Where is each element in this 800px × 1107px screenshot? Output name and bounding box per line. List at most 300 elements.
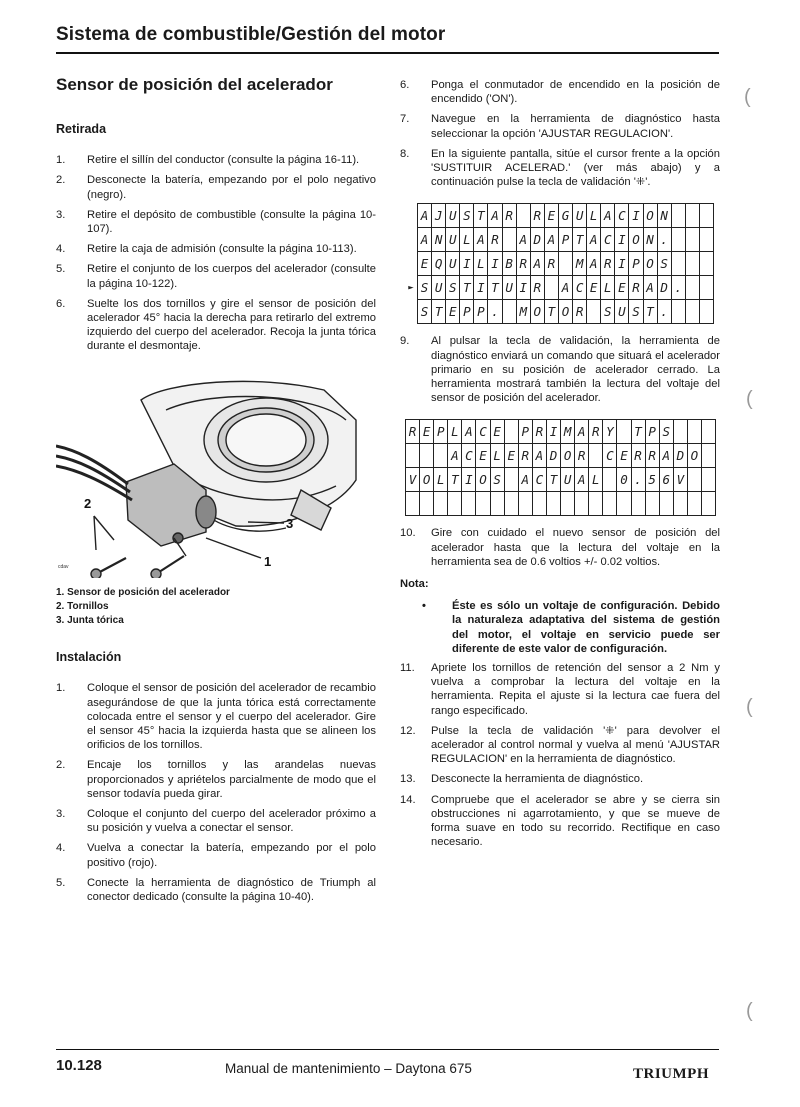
screen-cell	[558, 252, 572, 276]
screen-cell: A	[587, 228, 601, 252]
screen-cell: 0	[617, 468, 631, 492]
screen-cell: E	[504, 444, 518, 468]
screen-cell: R	[575, 444, 589, 468]
screen-cell: E	[446, 300, 460, 324]
binding-hole-mark: (	[746, 696, 753, 718]
screen-cell: 6	[659, 468, 673, 492]
step-item	[56, 242, 376, 256]
screen-cell	[561, 492, 575, 516]
screen-cell	[687, 492, 701, 516]
step-text: Desconecte la herramienta de diagnóstico.	[431, 773, 644, 786]
screen-cell: M	[561, 420, 575, 444]
screen-cell: A	[532, 444, 546, 468]
screen-cell	[671, 300, 685, 324]
step-item	[56, 681, 376, 752]
screen-cell: U	[446, 252, 460, 276]
screen-cell	[701, 468, 715, 492]
screen-cell: S	[418, 276, 432, 300]
manual-title: Manual de mantenimiento – Daytona 675	[225, 1061, 472, 1076]
screen-cell: A	[587, 252, 601, 276]
step-number: 2.	[56, 174, 66, 187]
screen-cell	[587, 300, 601, 324]
screen-cell: N	[657, 204, 671, 228]
step-number: 4.	[56, 842, 66, 855]
screen-cell: D	[530, 228, 544, 252]
callout-3: 3	[286, 515, 294, 531]
screen-cell: R	[601, 252, 615, 276]
cursor-slot	[405, 300, 418, 324]
screen-row	[405, 204, 713, 228]
step-text: Ponga el conmutador de encendido en la posición de encendido ('ON').	[431, 79, 720, 106]
screen-cell: I	[488, 252, 502, 276]
screen-cell: P	[518, 420, 532, 444]
screen-cell: U	[502, 276, 516, 300]
screen-cell: S	[657, 252, 671, 276]
screen-cell: M	[573, 252, 587, 276]
screen-cell: A	[544, 228, 558, 252]
step-item	[56, 173, 376, 201]
screen-cell: C	[601, 228, 615, 252]
binding-hole-mark: (	[746, 1000, 753, 1022]
screen-cell: O	[530, 300, 544, 324]
screen-cell: A	[418, 204, 432, 228]
legend-item: 1. Sensor de posición del acelerador	[56, 586, 230, 598]
screen-cell: E	[418, 252, 432, 276]
right-column	[400, 78, 720, 856]
screen-cell	[406, 444, 420, 468]
screen-cell: S	[418, 300, 432, 324]
screen-cell: G	[558, 204, 572, 228]
step-item	[56, 262, 376, 290]
step-number: 3.	[56, 808, 66, 821]
screen-cell	[687, 420, 701, 444]
screen-cell: R	[516, 252, 530, 276]
legend-item: 3. Junta tórica	[56, 615, 124, 627]
screen-cell	[448, 492, 462, 516]
steps-list-a	[400, 78, 720, 189]
step-text: Apriete los tornillos de retención del sensor a 2 Nm y vuelva a comprobar la lectura del voltaje en la herramienta. Repita el ajuste si la lectura cae fuera del rango especificado.	[431, 662, 720, 717]
screen-cell	[671, 204, 685, 228]
screen-cell: S	[659, 420, 673, 444]
step-text: En la siguiente pantalla, sitúe el cursor frente a la opción 'SUSTITUIR ACELERAD.' (ver más abajo) y a continuación pulse la tecla de validación '⁜'.	[431, 147, 720, 189]
header-rule	[56, 52, 719, 54]
screen-cell: P	[460, 300, 474, 324]
screen-cell: R	[532, 420, 546, 444]
screen-cell: P	[558, 228, 572, 252]
screen-cell: C	[615, 204, 629, 228]
screen-row	[406, 444, 716, 468]
screen-cell	[687, 468, 701, 492]
screen-row	[405, 276, 713, 300]
screen-cell	[645, 492, 659, 516]
screen-cell: R	[645, 444, 659, 468]
screen-cell: T	[474, 204, 488, 228]
screen-cell: A	[418, 228, 432, 252]
screen-cell: P	[474, 300, 488, 324]
throttle-sensor-figure	[56, 360, 376, 578]
step-number: 1.	[56, 682, 66, 695]
page-number: 10.128	[56, 1057, 102, 1074]
screen-cell	[516, 204, 530, 228]
step-text: Pulse la tecla de validación '⁜' para devolver el acelerador al control normal y vuelva al menú 'AJUSTAR REGULACION' en la herramienta de diagnóstico.	[431, 724, 720, 766]
screen-cell: B	[502, 252, 516, 276]
step-item	[400, 724, 720, 767]
screen-cell	[476, 492, 490, 516]
step-text: Navegue en la herramienta de diagnóstico hasta seleccionar la opción 'AJUSTAR REGULACION'.	[431, 113, 720, 140]
section-title: Sensor de posición del acelerador	[56, 75, 333, 94]
step-item	[56, 208, 376, 236]
screen-cell: I	[460, 252, 474, 276]
step-text: Vuelva a conectar la batería, empezando por el polo positivo (rojo).	[87, 842, 376, 869]
screen-cell: T	[643, 300, 657, 324]
screen-cell: R	[530, 276, 544, 300]
figure-code: cdav	[58, 563, 69, 570]
screen-cell	[434, 444, 448, 468]
screen-cell: R	[406, 420, 420, 444]
screen-cell: A	[558, 276, 572, 300]
screen-cell	[603, 492, 617, 516]
step-number: 7.	[400, 113, 410, 126]
screen-cell	[699, 204, 713, 228]
screen-row	[405, 252, 713, 276]
step-item	[56, 876, 376, 904]
screen-cell	[420, 444, 434, 468]
screen-cell	[685, 276, 699, 300]
step-text: Suelte los dos tornillos y gire el sensor de posición del acelerador 45° hacia la derecha para retirarlo del extremo izquierdo del cuerpo del acelerador. Recoja la junta tórica durante el desmontaje.	[87, 297, 376, 353]
screen-cell: .	[488, 300, 502, 324]
screen-cell: T	[546, 468, 560, 492]
screen-cell: E	[587, 276, 601, 300]
screen-cell	[701, 420, 715, 444]
screen-cell	[504, 468, 518, 492]
screen-cell	[617, 492, 631, 516]
screen-cell	[502, 228, 516, 252]
screen-cell: 5	[645, 468, 659, 492]
screen-cell: I	[516, 276, 530, 300]
screen-cell: A	[575, 468, 589, 492]
step-item	[400, 147, 720, 190]
screen-cell: T	[432, 300, 446, 324]
screen-cell: A	[659, 444, 673, 468]
screen-cell: R	[573, 300, 587, 324]
throttle-sensor-illustration	[56, 360, 376, 578]
screen-cell: C	[532, 468, 546, 492]
screen-cell: A	[601, 204, 615, 228]
step-text: Compruebe que el acelerador se abre y se cierra sin obstrucciones ni agarrotamiento, y que se mueve de forma suave en todo su recorrido. Rectifique en caso necesario.	[431, 793, 720, 849]
step-text: Conecte la herramienta de diagnóstico de Triumph al conector dedicado (consulte la página 10-40).	[87, 876, 376, 904]
callout-1: 1	[264, 553, 272, 569]
screen-cell	[504, 492, 518, 516]
step-number: 3.	[56, 208, 66, 221]
cursor-slot	[405, 204, 418, 228]
screen-cell	[699, 276, 713, 300]
screen-cell: S	[446, 276, 460, 300]
screen-cell	[490, 492, 504, 516]
screen-row	[406, 468, 716, 492]
step-item	[400, 78, 720, 106]
screen-cell	[699, 228, 713, 252]
step-number: 14.	[400, 793, 416, 806]
screen-cell: I	[462, 468, 476, 492]
step-text: Gire con cuidado el nuevo sensor de posición del acelerador hasta que la lectura del voltaje en la herramienta sea de 0.6 voltios +/- 0.02 voltios.	[431, 527, 720, 568]
footer-rule	[56, 1049, 719, 1050]
screen-cell	[544, 276, 558, 300]
step-10	[400, 526, 720, 569]
screen-cell: L	[587, 204, 601, 228]
screen-cell: J	[432, 204, 446, 228]
note-bullet	[400, 599, 720, 656]
screen-cell: A	[575, 420, 589, 444]
screen-cell: L	[589, 468, 603, 492]
step-number: 11.	[400, 662, 415, 675]
screen-cell: A	[448, 444, 462, 468]
screen-cell: P	[645, 420, 659, 444]
bullet-mark: •	[422, 600, 426, 613]
screen-cell: I	[615, 252, 629, 276]
screen-cell	[671, 228, 685, 252]
screen-cell: .	[657, 228, 671, 252]
screen-cell: O	[687, 444, 701, 468]
screen-cell	[589, 444, 603, 468]
cursor-slot	[405, 228, 418, 252]
removal-steps-list	[56, 153, 376, 353]
screen-cell: D	[673, 444, 687, 468]
screen-cell: O	[643, 204, 657, 228]
screen-cell: .	[671, 276, 685, 300]
step-item	[400, 793, 720, 850]
step-text: Desconecte la batería, empezando por el polo negativo (negro).	[87, 174, 376, 201]
binding-hole-mark: (	[744, 86, 751, 108]
step-number: 6.	[400, 79, 410, 91]
screen-cell	[518, 492, 532, 516]
screen-cell: E	[420, 420, 434, 444]
screen-cell: A	[643, 276, 657, 300]
screen-cell	[575, 492, 589, 516]
step-text: Retire el conjunto de los cuerpos del acelerador (consulte la página 10-122).	[87, 263, 376, 290]
screen-cell: T	[488, 276, 502, 300]
screen-row	[406, 420, 716, 444]
step-item	[400, 526, 720, 569]
screen-cell	[532, 492, 546, 516]
screen-cell	[546, 492, 560, 516]
step-text: Retire el sillín del conductor (consulte la página 16-11).	[87, 154, 360, 167]
diagnostic-screen-1	[405, 203, 714, 324]
steps-list-b	[400, 661, 720, 849]
screen-cell: Y	[603, 420, 617, 444]
screen-cell: E	[615, 276, 629, 300]
screen-cell: D	[546, 444, 560, 468]
screen-cell: S	[629, 300, 643, 324]
screen-cell	[673, 420, 687, 444]
screen-row	[406, 492, 716, 516]
screen-cell	[502, 300, 516, 324]
step-text: Coloque el conjunto del cuerpo del acelerador próximo a su posición y vuelva a conectar el sensor.	[87, 808, 376, 835]
screen-cell: U	[446, 228, 460, 252]
screen-cell: P	[434, 420, 448, 444]
screen-cell: S	[490, 468, 504, 492]
removal-heading: Retirada	[56, 122, 107, 136]
screen-cell: T	[544, 300, 558, 324]
screen-cell: A	[530, 252, 544, 276]
step-text: Coloque el sensor de posición del acelerador de recambio asegurándose de que la junta tórica está correctamente colocada entre el sensor y el cuerpo del acelerador. Gire el sensor 45° hacia la izquierda hasta que se alineen los orificios de los tornillos.	[87, 682, 376, 752]
screen-cell: T	[448, 468, 462, 492]
screen-cell: E	[617, 444, 631, 468]
step-item	[400, 112, 720, 140]
screen-cell: R	[530, 204, 544, 228]
note-label: Nota:	[400, 578, 429, 591]
screen-cell: U	[573, 204, 587, 228]
step-number: 2.	[56, 759, 66, 772]
screen-cell: A	[488, 204, 502, 228]
screen-cell	[685, 252, 699, 276]
screen-cell	[699, 300, 713, 324]
diagnostic-screen-2	[405, 419, 716, 516]
screen-cell: U	[561, 468, 575, 492]
step-item	[56, 807, 376, 835]
step-number: 8.	[400, 147, 410, 160]
screen-cell	[685, 228, 699, 252]
step-number: 9.	[400, 335, 410, 348]
screen-cell: T	[573, 228, 587, 252]
step-item	[400, 772, 720, 786]
screen-cell: T	[460, 276, 474, 300]
screen-cell: L	[490, 444, 504, 468]
page-header-title: Sistema de combustible/Gestión del motor	[56, 24, 446, 45]
cursor-slot	[405, 252, 418, 276]
screen-cell: N	[432, 228, 446, 252]
screen-cell: Q	[432, 252, 446, 276]
screen-cell: I	[474, 276, 488, 300]
screen-cell: O	[420, 468, 434, 492]
step-number: 5.	[56, 876, 66, 889]
figure-legend	[56, 586, 376, 629]
step-number: 6.	[56, 297, 66, 310]
screen-cell: L	[474, 252, 488, 276]
screen-cell	[420, 492, 434, 516]
step-number: 4.	[56, 243, 66, 256]
step-text: Retire el depósito de combustible (consulte la página 10-107).	[87, 208, 376, 236]
screen-cell: O	[561, 444, 575, 468]
screen-cell	[699, 252, 713, 276]
left-column	[56, 74, 376, 910]
step-item	[400, 661, 720, 718]
screen-cell: U	[432, 276, 446, 300]
screen-cell: A	[474, 228, 488, 252]
step-number: 5.	[56, 263, 66, 276]
screen-cell	[685, 300, 699, 324]
screen-cell: D	[657, 276, 671, 300]
screen-cell: R	[589, 420, 603, 444]
screen-cell: C	[573, 276, 587, 300]
screen-cell	[462, 492, 476, 516]
step-number: 13.	[400, 773, 416, 786]
binding-hole-mark: (	[746, 388, 753, 410]
step-text: Retire la caja de admisión (consulte la página 10-113).	[87, 243, 357, 256]
screen-cell	[659, 492, 673, 516]
screen-cell: V	[406, 468, 420, 492]
screen-cell: S	[601, 300, 615, 324]
screen-cell	[617, 420, 631, 444]
screen-cell	[673, 492, 687, 516]
step-item	[56, 841, 376, 869]
screen-cell	[603, 468, 617, 492]
screen-cell: L	[448, 420, 462, 444]
step-item	[56, 297, 376, 354]
screen-cell: P	[629, 252, 643, 276]
screen-cell	[685, 204, 699, 228]
screen-cell	[406, 492, 420, 516]
screen-cell	[434, 492, 448, 516]
screen-cell: I	[546, 420, 560, 444]
screen-row	[405, 228, 713, 252]
screen-cell: A	[518, 468, 532, 492]
screen-cell: E	[490, 420, 504, 444]
legend-item: 2. Tornillos	[56, 600, 109, 612]
screen-cell: O	[476, 468, 490, 492]
screen-cell	[701, 444, 715, 468]
screen-cell: L	[434, 468, 448, 492]
screen-cell: U	[446, 204, 460, 228]
install-steps-list	[56, 681, 376, 904]
screen-cell: E	[476, 444, 490, 468]
screen-cell: R	[488, 228, 502, 252]
screen-cell: E	[544, 204, 558, 228]
screen-cell: U	[615, 300, 629, 324]
screen-cell	[701, 492, 715, 516]
screen-cell: R	[502, 204, 516, 228]
screen-cell: L	[460, 228, 474, 252]
screen-cell	[671, 252, 685, 276]
note-text: Éste es sólo un voltaje de configuración. Debido la naturaleza adaptativa del sistema de gestión del motor, el voltaje en servicio puede ser diferente de este valor de configuración.	[452, 600, 720, 655]
screen-cell: R	[544, 252, 558, 276]
screen-cell	[631, 492, 645, 516]
screen-cell: C	[476, 420, 490, 444]
screen-cell: S	[460, 204, 474, 228]
screen-cell: N	[643, 228, 657, 252]
screen-cell: L	[601, 276, 615, 300]
step-number: 12.	[400, 724, 416, 737]
triumph-logo: TRIUMPH	[633, 1066, 709, 1082]
screen-cell: R	[631, 444, 645, 468]
step-item	[56, 153, 376, 167]
screen-cell: I	[629, 204, 643, 228]
step-item	[400, 334, 720, 405]
screen-cell: A	[462, 420, 476, 444]
step-text: Al pulsar la tecla de validación, la herramienta de diagnóstico enviará un comando que situará el acelerador primario en su posición de acelerador cerrado. La herramienta mostrará también la lectura del voltaje del sensor de posición del acelerador.	[431, 335, 720, 405]
step-number: 1.	[56, 154, 66, 167]
step-text: Encaje los tornillos y las arandelas nuevas proporcionados y apriételos parcialmente de modo que el sensor todavía pueda girar.	[87, 759, 376, 800]
step-number: 10.	[400, 527, 416, 540]
screen-cell: O	[629, 228, 643, 252]
screen-row	[405, 300, 713, 324]
screen-cell: A	[516, 228, 530, 252]
screen-cell: .	[631, 468, 645, 492]
screen-cell: .	[657, 300, 671, 324]
screen-cell	[589, 492, 603, 516]
screen-cell: I	[615, 228, 629, 252]
screen-cell	[504, 420, 518, 444]
callout-2: 2	[84, 495, 92, 511]
install-heading: Instalación	[56, 650, 122, 665]
screen-cell: T	[631, 420, 645, 444]
screen-cell: O	[643, 252, 657, 276]
screen-cell: R	[518, 444, 532, 468]
screen-cell: C	[462, 444, 476, 468]
screen-cell: R	[629, 276, 643, 300]
screen-cell: O	[558, 300, 572, 324]
step-item	[56, 758, 376, 801]
screen-cell: V	[673, 468, 687, 492]
